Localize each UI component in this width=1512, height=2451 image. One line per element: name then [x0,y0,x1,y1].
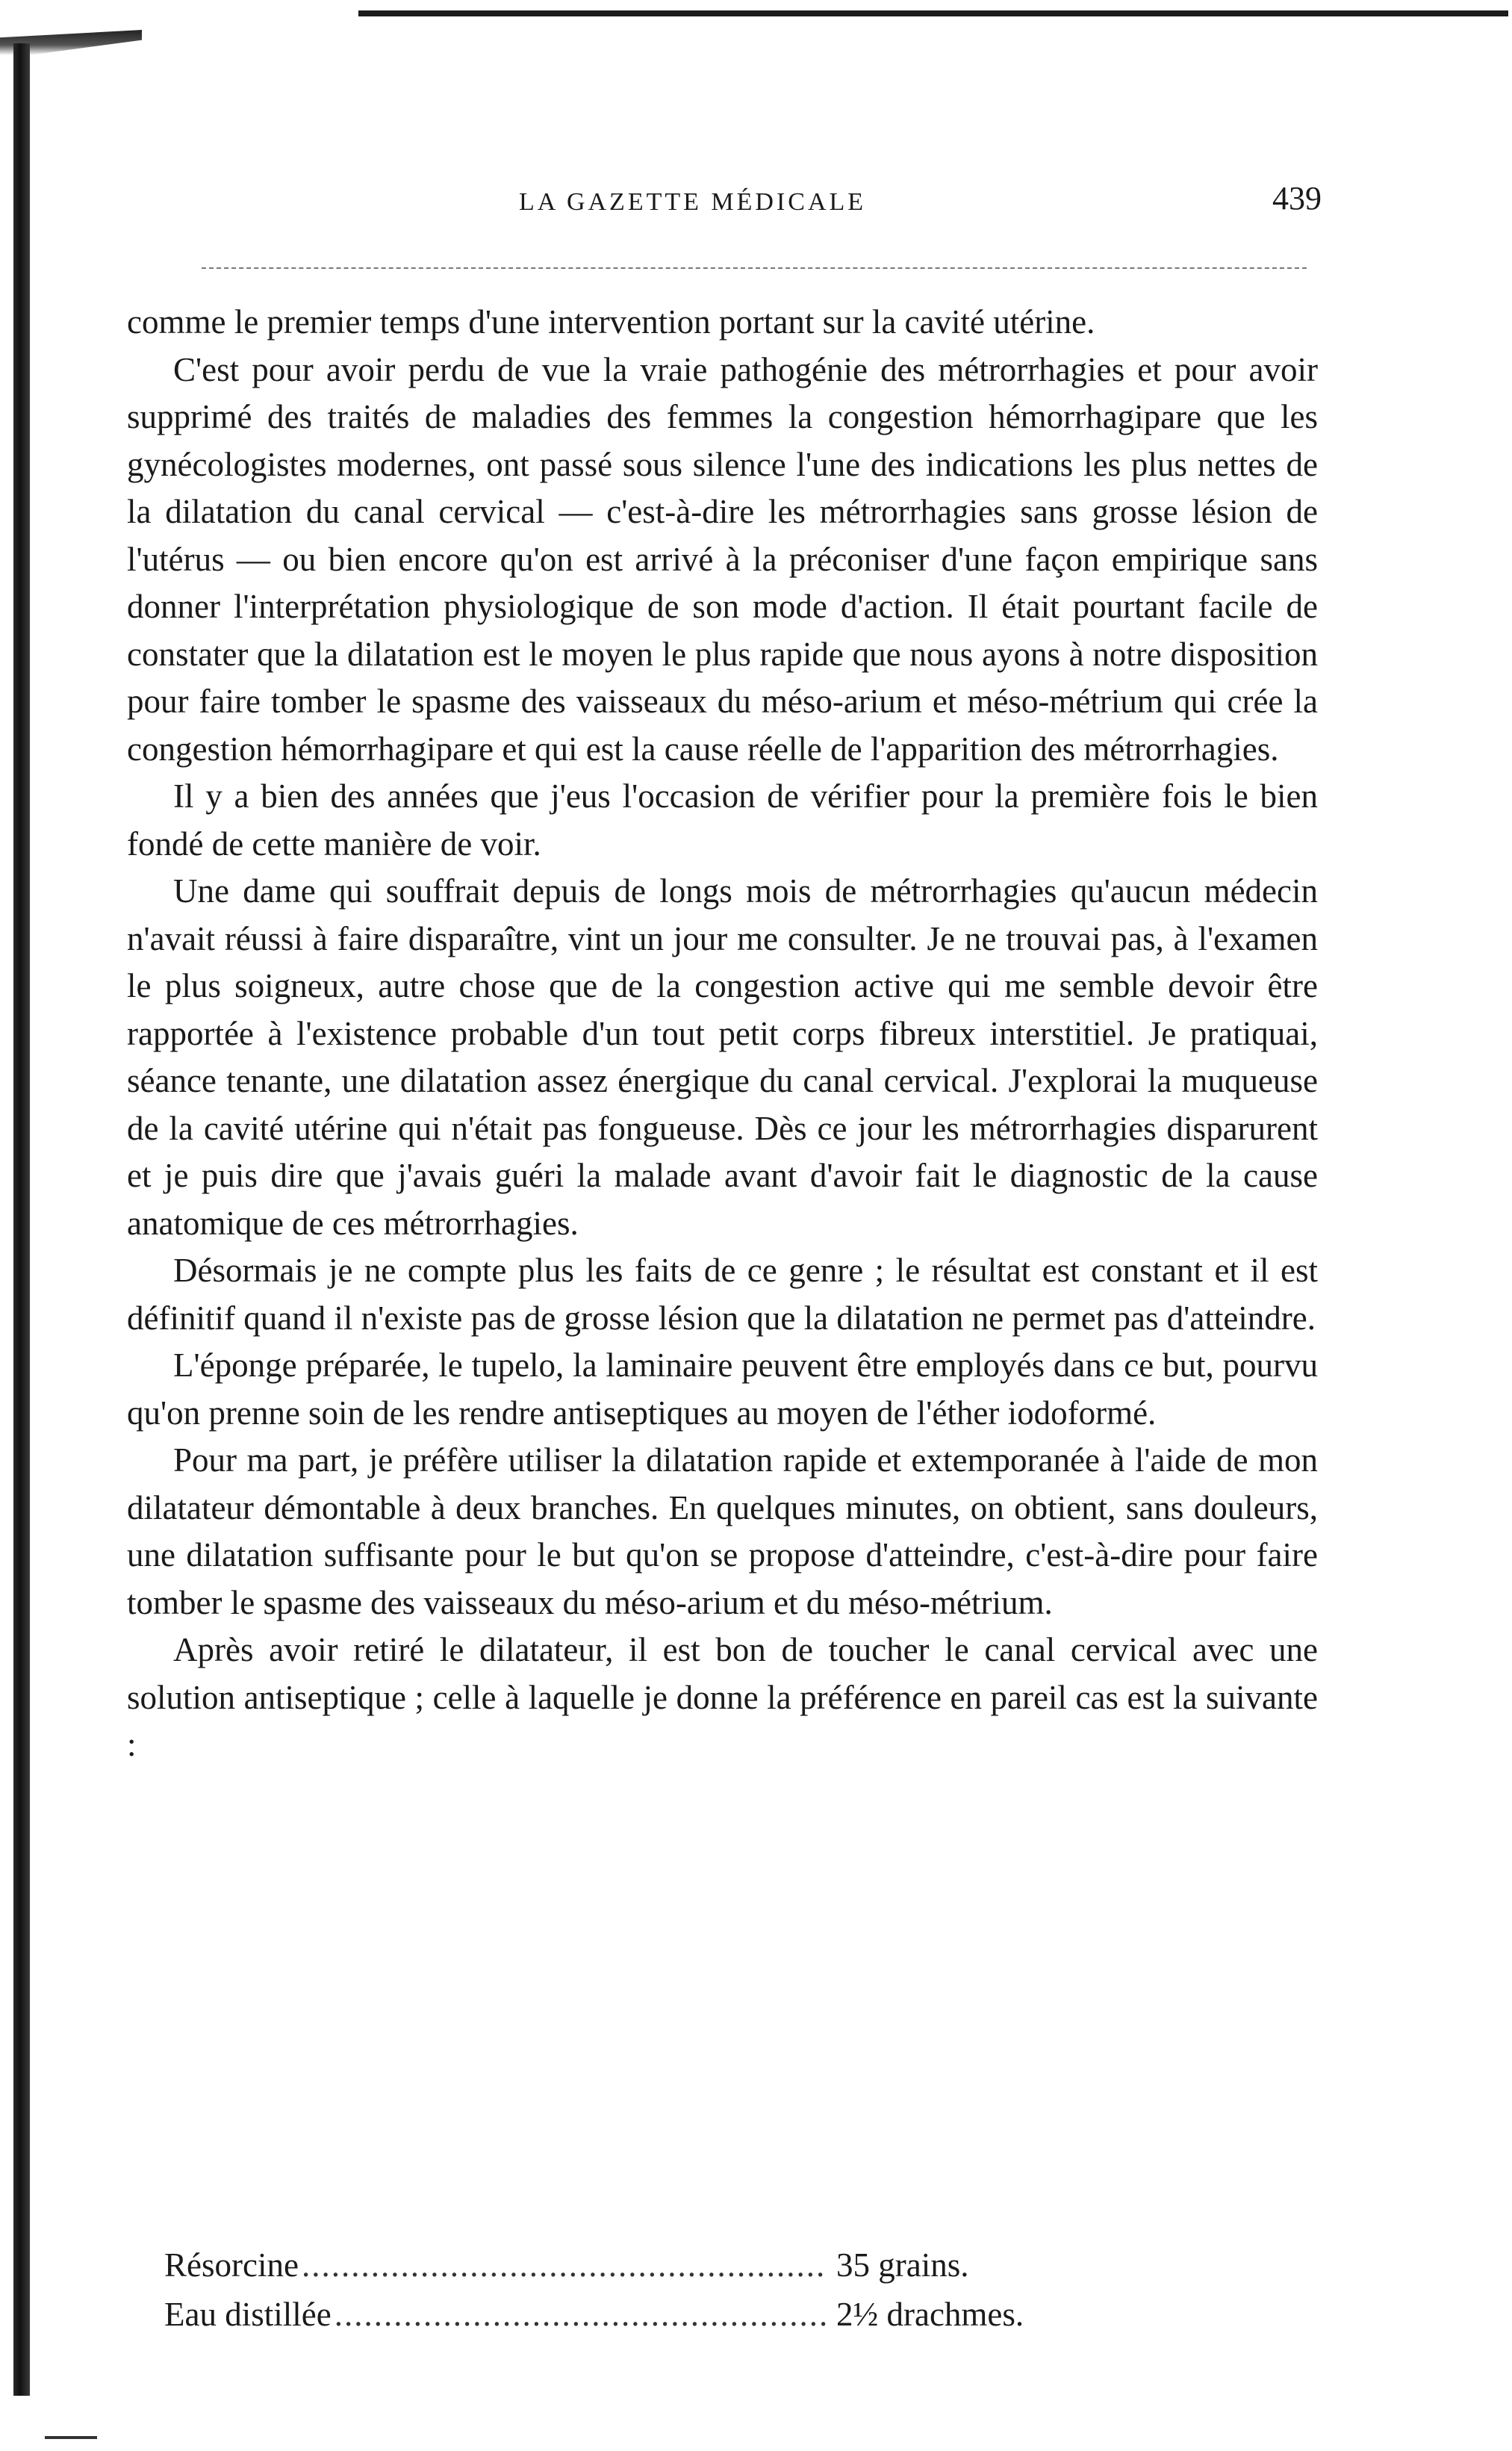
running-head [127,172,1322,224]
header-rule [202,267,1307,269]
scan-top-edge [358,10,1508,16]
leader-dots [335,2290,826,2339]
paragraph: L'éponge préparée, le tupelo, la laminaire peuvent être employés dans ce but, pourvu qu'on prenne soin de les rendre antiseptiques au moyen de l'éther iodoformé. [127,1346,1318,1432]
paragraph: C'est pour avoir perdu de vue la vraie pathogénie des métrorrhagies et pour avoir supprimé des traités de maladies des femmes la congestion hémorrhagipare que les gynécologistes modernes, ont passé sous silence l'une des indications les plus nettes de la dilatation du canal cervical — c'est-à-dire les métrorrhagies sans grosse lésion de l'utérus — ou bien encore qu'on est arrivé à la préconiser d'une façon empirique sans donner l'interprétation physiologique de son mode d'action. Il était pourtant facile de constater que la dilatation est le moyen le plus rapide que nous ayons à notre disposition pour faire tomber le spasme des vaisseaux du méso-arium et méso-métrium qui crée la congestion hémorrhagipare et qui est la cause réelle de l'apparition des métrorrhagies. [127,350,1318,768]
ingredient-quantity: 35 grains. [836,2246,969,2284]
journal-title: LA GAZETTE MÉDICALE [519,188,867,216]
paragraph: Pour ma part, je préfère utiliser la dilatation rapide et extemporanée à l'aide de mon dilatateur démontable à deux branches. En quelques minutes, on obtient, sans douleurs, une dilatation suffisante pour le but qu'on se propose d'atteindre, c'est-à-dire pour faire tomber le spasme des vaisseaux du méso-arium et du méso-métrium. [127,1441,1318,1621]
page [127,172,1322,1763]
paragraph: Après avoir retiré le dilatateur, il est bon de toucher le canal cervical avec une solution antiseptique ; celle à laquelle je donne la préférence en pareil cas est la suivante : [127,1631,1318,1763]
paragraph: Il y a bien des années que j'eus l'occasion de vérifier pour la première fois le bien fondé de cette manière de voir. [127,777,1318,863]
leader-dots [302,2240,826,2290]
prescription-formula [164,2240,1075,2339]
formula-row [164,2290,1075,2339]
page-number: 439 [1272,180,1322,217]
paragraph: Désormais je ne compte plus les faits de ce genre ; le résultat est constant et il est définitif quand il n'existe pas de grosse lésion que la dilatation ne permet pas d'atteindre. [127,1252,1318,1337]
scan-bottom-mark [45,2436,97,2439]
formula-row [164,2240,1075,2290]
scan-binding-shadow [13,43,30,2396]
ingredient-quantity: 2½ drachmes. [836,2296,1024,2333]
paragraph: comme le premier temps d'une intervention portant sur la cavité utérine. [127,303,1095,341]
ingredient-name: Eau distillée [164,2296,332,2333]
ingredient-name: Résorcine [164,2246,299,2284]
article-body [127,299,1318,1769]
paragraph: Une dame qui souffrait depuis de longs mois de métrorrhagies qu'aucun médecin n'avait réussi à faire disparaître, vint un jour me consulter. Je ne trouvai pas, à l'examen le plus soigneux, autre chose que de la congestion active qui me semble devoir être rapportée à l'existence probable d'un tout petit corps fibreux interstitiel. Je pratiquai, séance tenante, une dilatation assez énergique du canal cervical. J'explorai la muqueuse de la cavité utérine qui n'était pas fongueuse. Dès ce jour les métrorrhagies disparurent et je puis dire que j'avais guéri la malade avant d'avoir fait le diagnostic de la cause anatomique de ces métrorrhagies. [127,872,1318,1242]
